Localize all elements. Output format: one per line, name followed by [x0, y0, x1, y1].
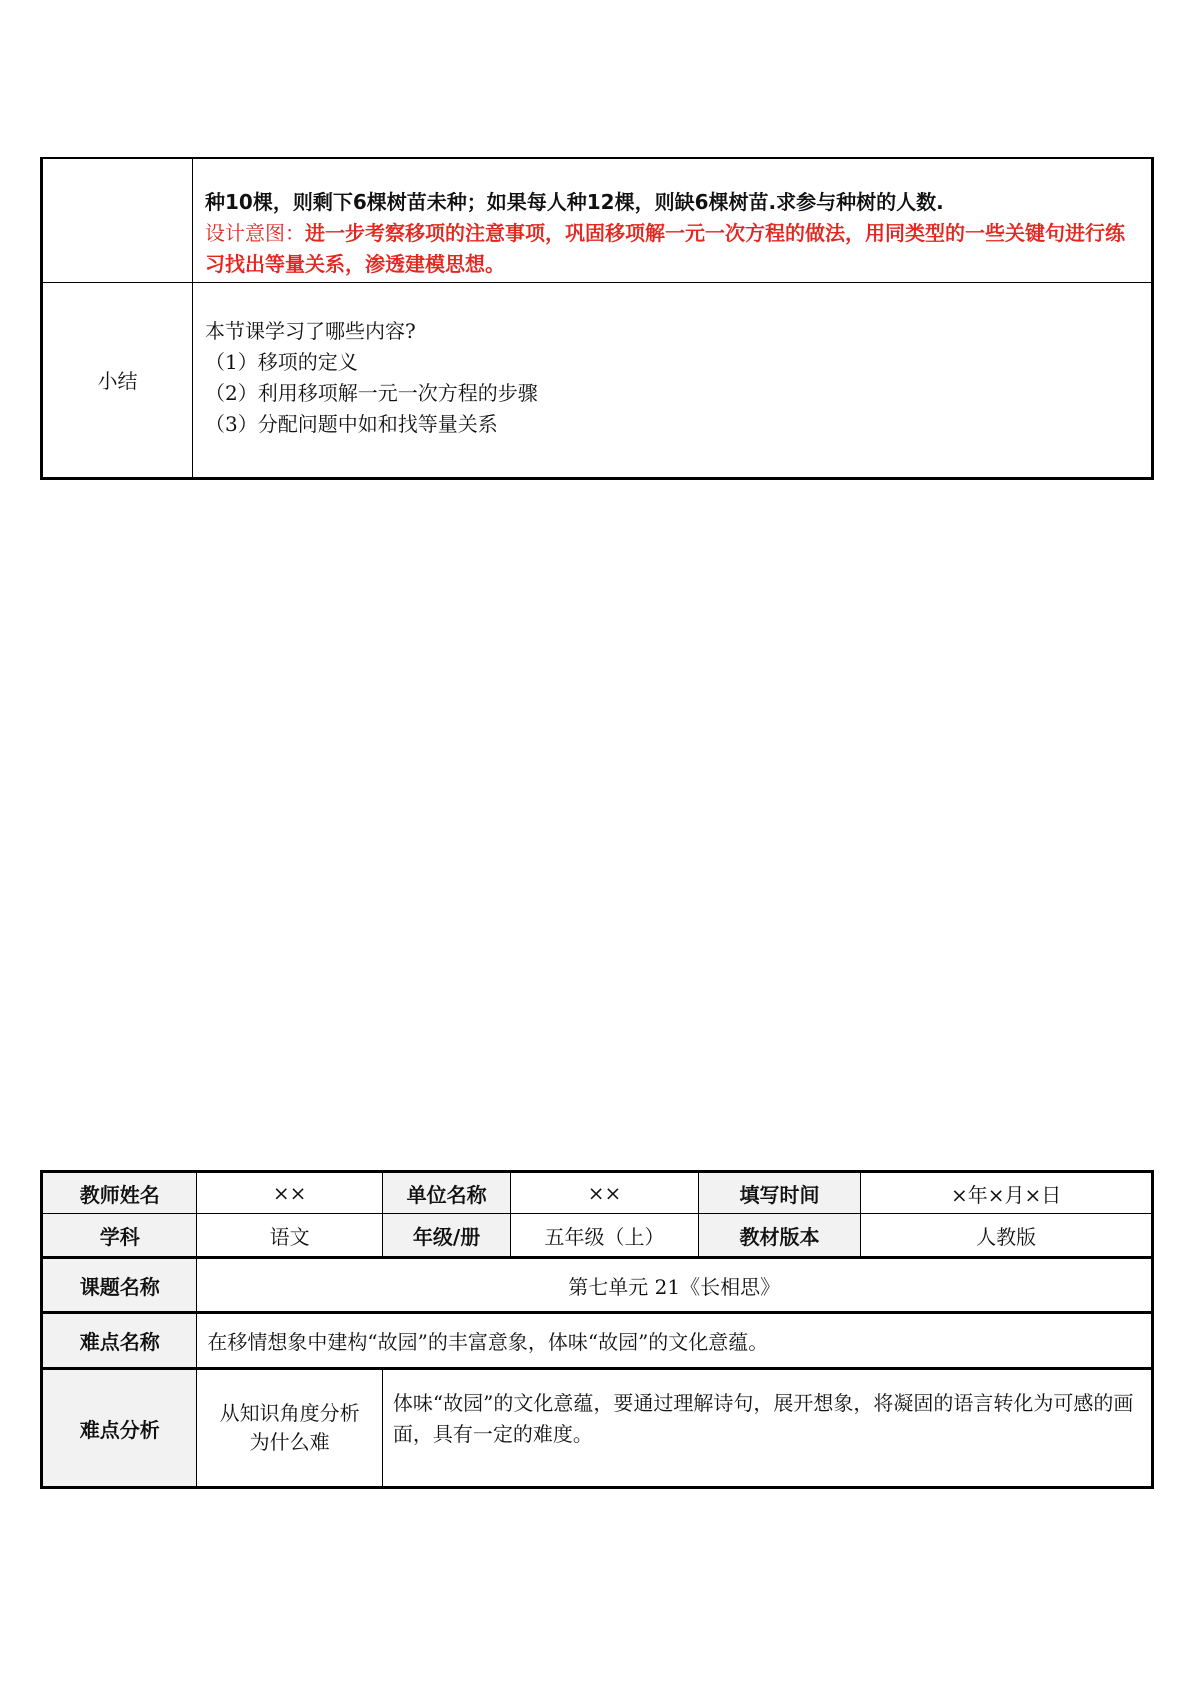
summary-question: 本节课学习了哪些内容?	[205, 318, 416, 343]
grade-value: 五年级（上）	[511, 1214, 699, 1258]
info-row-analysis	[42, 1369, 1153, 1488]
design-intent-lead: 设计意图：	[205, 221, 305, 245]
analysis-sub-label: 从知识角度分析为什么难	[197, 1369, 383, 1488]
lesson-info-table	[40, 1170, 1154, 1489]
analysis-value: 体味“故园”的文化意蕴，要通过理解诗句，展开想象，将凝固的语言转化为可感的画面，具有一定的难度。	[382, 1369, 1152, 1488]
unit-value: ××	[511, 1172, 699, 1214]
teacher-label: 教师姓名	[42, 1172, 197, 1214]
task-row-label-cell	[42, 158, 193, 282]
subject-label: 学科	[42, 1214, 197, 1258]
info-row-difficulty	[42, 1313, 1153, 1369]
task-text: 种10棵，则剩下6棵树苗未种；如果每人种12棵，则缺6棵树苗.求参与种树的人数.	[205, 190, 944, 214]
info-row-teacher	[42, 1172, 1153, 1214]
edition-label: 教材版本	[698, 1214, 860, 1258]
lesson-plan-table	[40, 157, 1154, 480]
difficulty-label: 难点名称	[42, 1313, 197, 1369]
info-row-topic	[42, 1258, 1153, 1313]
design-intent-text: 进一步考察移项的注意事项，巩固移项解一元一次方程的做法，用同类型的一些关键句进行练习找出等量关系，渗透建模思想。	[205, 221, 1125, 276]
task-row	[42, 158, 1153, 282]
topic-value: 第七单元 21《长相思》	[197, 1258, 1153, 1313]
date-value: ×年×月×日	[861, 1172, 1153, 1214]
topic-label: 课题名称	[42, 1258, 197, 1313]
summary-row	[42, 282, 1153, 478]
summary-item: （2）利用移项解一元一次方程的步骤	[205, 380, 538, 405]
unit-label: 单位名称	[382, 1172, 510, 1214]
analysis-label: 难点分析	[42, 1369, 197, 1488]
summary-label: 小结	[42, 282, 193, 478]
edition-value: 人教版	[861, 1214, 1153, 1258]
summary-content	[193, 282, 1153, 478]
task-row-content-cell	[193, 158, 1153, 282]
info-row-subject	[42, 1214, 1153, 1258]
teacher-value: ××	[197, 1172, 383, 1214]
difficulty-value: 在移情想象中建构“故园”的丰富意象，体味“故园”的文化意蕴。	[197, 1313, 1153, 1369]
summary-item: （3）分配问题中如和找等量关系	[205, 411, 498, 436]
subject-value: 语文	[197, 1214, 383, 1258]
summary-item: （1）移项的定义	[205, 349, 358, 374]
date-label: 填写时间	[698, 1172, 860, 1214]
grade-label: 年级/册	[382, 1214, 510, 1258]
design-intent	[205, 218, 1141, 280]
